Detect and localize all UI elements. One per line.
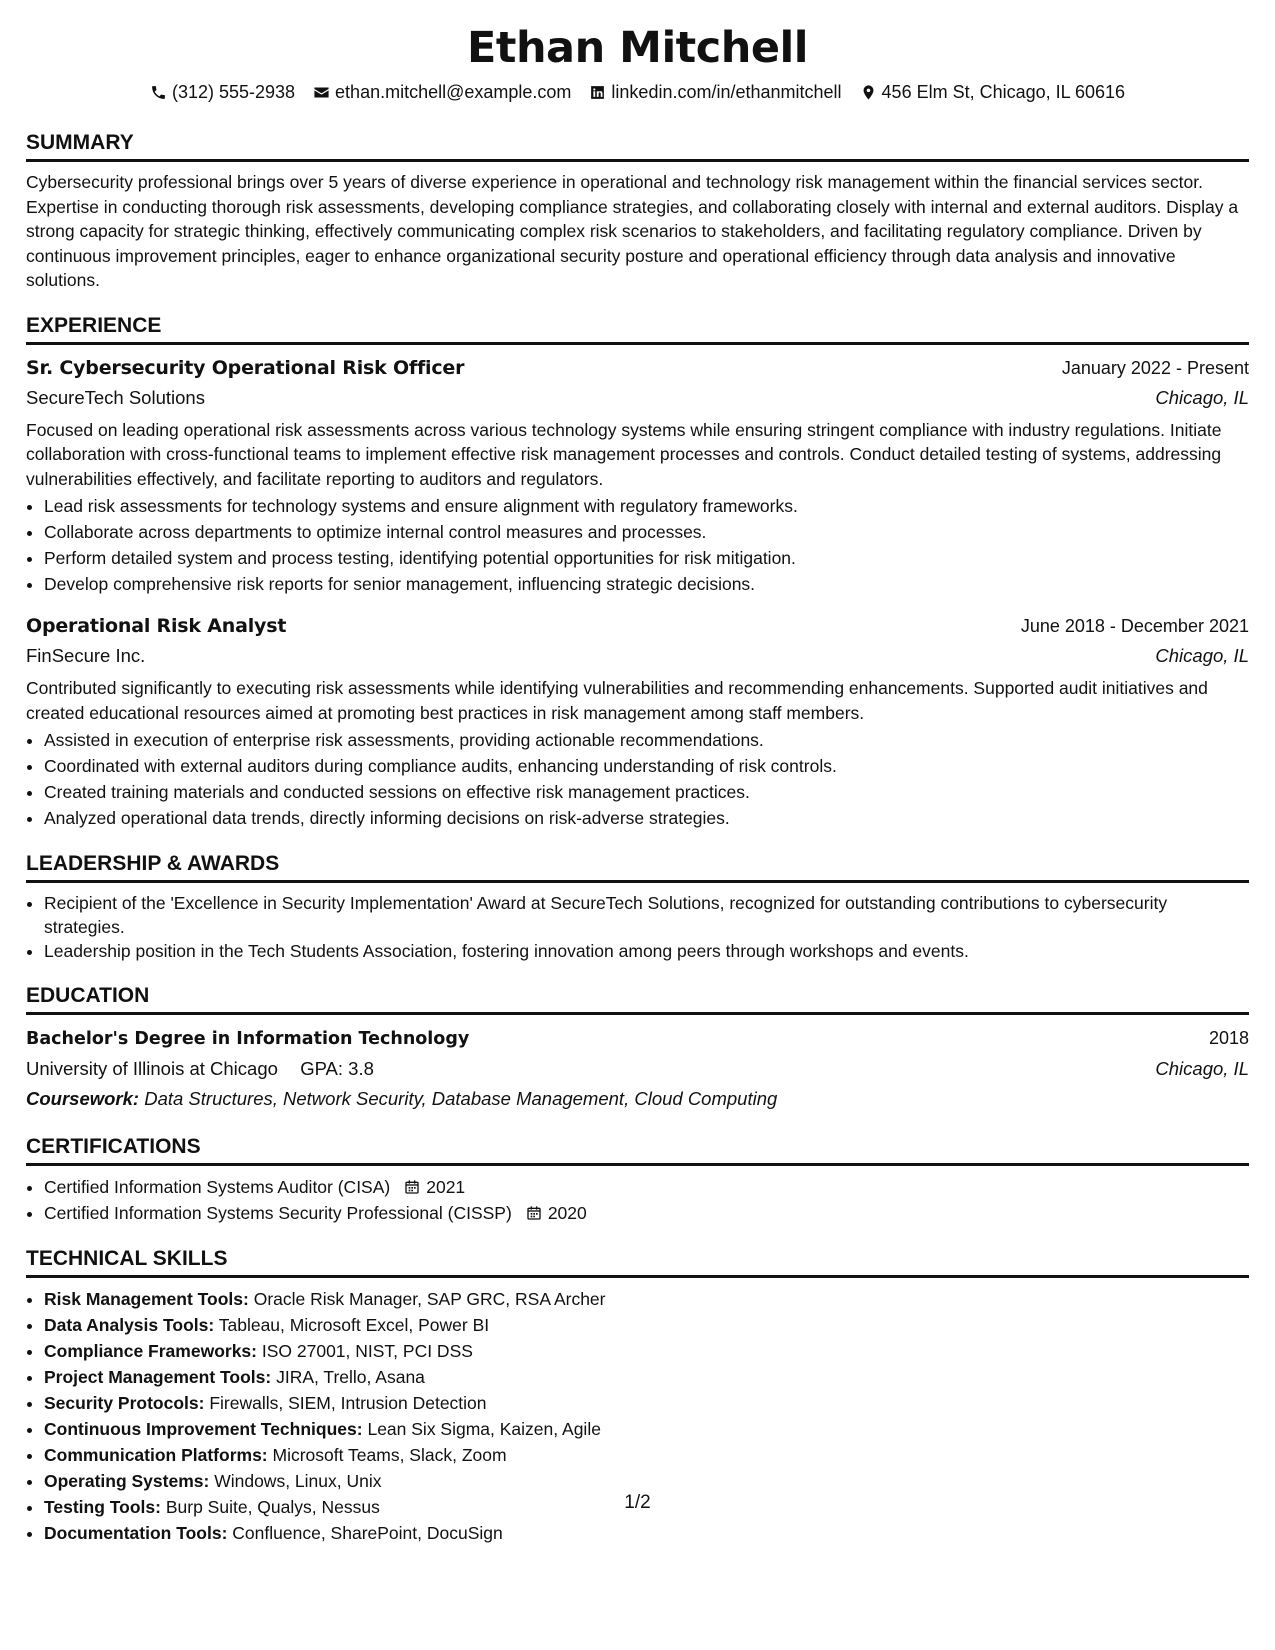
skill-item <box>44 1520 1249 1546</box>
list-item: • Created training materials and conducted sessions on effective risk management practices. <box>44 779 1249 805</box>
phone-text: (312) 555-2938 <box>171 82 296 102</box>
certification-name: • Certified Information Systems Auditor (CISA) <box>44 1177 391 1197</box>
certification-year: 2021 <box>426 1177 466 1197</box>
skill-item <box>44 1390 1249 1416</box>
phone-icon <box>150 84 167 101</box>
school-location: Chicago, IL <box>1155 1058 1249 1079</box>
skill-value: Oracle Risk Manager, SAP GRC, RSA Archer <box>253 1289 606 1309</box>
coursework-line <box>26 1084 1249 1114</box>
skill-label: Project Management Tools: <box>44 1367 272 1387</box>
skill-item <box>44 1364 1249 1390</box>
skill-item <box>44 1286 1249 1312</box>
skill-label: Communication Platforms: <box>44 1445 268 1465</box>
contact-phone <box>150 80 295 104</box>
skill-value: Windows, Linux, Unix <box>214 1471 382 1491</box>
certification-year: 2020 <box>547 1203 587 1223</box>
skill-label: Risk Management Tools: <box>44 1289 249 1309</box>
calendar-icon <box>404 1179 420 1195</box>
list-item <box>44 1200 1249 1226</box>
skill-label: Data Analysis Tools: <box>44 1315 215 1335</box>
list-item: • Leadership position in the Tech Students Association, fostering innovation among peers through workshops and events. <box>44 939 1249 963</box>
skill-value: Lean Six Sigma, Kaizen, Agile <box>367 1419 601 1439</box>
coursework-label: Coursework: <box>26 1088 140 1109</box>
job-description: Focused on leading operational risk assessments across various technology systems while ensuring stringent compliance with industry regulations. Initiate collaboration with cross-functional teams to implement effective risk management processes and controls. Conduct detailed testing of systems, addressing vulnerabilities effectively, and facilitate reporting to auditors and regulators. <box>26 419 1222 489</box>
list-item: • Collaborate across departments to optimize internal control measures and processes. <box>44 519 1249 545</box>
leadership-list <box>26 891 1249 963</box>
skills-heading: TECHNICAL SKILLS <box>26 1246 1249 1278</box>
skill-value: ISO 27001, NIST, PCI DSS <box>261 1341 473 1361</box>
skill-label: Documentation Tools: <box>44 1523 228 1543</box>
job-entry <box>26 353 1249 598</box>
list-item: • Coordinated with external auditors during compliance audits, enhancing understanding of risk controls. <box>44 753 1249 779</box>
email-text[interactable]: ethan.mitchell@example.com <box>335 82 572 102</box>
leadership-section <box>26 851 1249 963</box>
skill-label: Testing Tools: <box>44 1497 161 1517</box>
job-bullets <box>26 493 1249 597</box>
job-dates: January 2022 - Present <box>1061 357 1249 378</box>
job-entry <box>26 611 1249 831</box>
skill-item <box>44 1416 1249 1442</box>
summary-heading: SUMMARY <box>26 130 1249 162</box>
job-description: Contributed significantly to executing risk assessments while identifying vulnerabilities and recommending enhancements. Supported audit initiatives and created educational resources aimed at promoting best practices in risk management among staff members. <box>26 678 1208 723</box>
contact-linkedin[interactable] <box>589 80 841 104</box>
graduation-year: 2018 <box>1208 1028 1249 1048</box>
skill-item <box>44 1312 1249 1338</box>
map-pin-icon <box>860 84 877 101</box>
list-item: • Develop comprehensive risk reports for senior management, influencing strategic decisions. <box>44 571 1249 597</box>
skill-value: Firewalls, SIEM, Intrusion Detection <box>209 1393 487 1413</box>
list-item: • Recipient of the 'Excellence in Security Implementation' Award at SecureTech Solutions, recognized for outstanding contributions to cybersecurity strategies. <box>44 891 1249 939</box>
skill-label: Security Protocols: <box>44 1393 205 1413</box>
page-number: 1/2 <box>624 1492 651 1513</box>
coursework-text: Data Structures, Network Security, Database Management, Cloud Computing <box>144 1088 778 1109</box>
list-item: • Assisted in execution of enterprise risk assessments, providing actionable recommendations. <box>44 727 1249 753</box>
skill-value: Burp Suite, Qualys, Nessus <box>165 1497 380 1517</box>
contact-email[interactable] <box>313 80 571 104</box>
skill-item <box>44 1338 1249 1364</box>
contact-bar <box>26 80 1249 104</box>
skill-label: Operating Systems: <box>44 1471 210 1491</box>
skill-label: Continuous Improvement Techniques: <box>44 1419 363 1439</box>
list-item: • Perform detailed system and process testing, identifying potential opportunities for risk mitigation. <box>44 545 1249 571</box>
leadership-heading: LEADERSHIP & AWARDS <box>26 851 1249 883</box>
job-title: Sr. Cybersecurity Operational Risk Officer <box>26 356 465 379</box>
list-item: • Lead risk assessments for technology systems and ensure alignment with regulatory frameworks. <box>44 493 1249 519</box>
skill-label: Compliance Frameworks: <box>44 1341 257 1361</box>
candidate-name: Ethan Mitchell <box>467 23 808 73</box>
job-location: Chicago, IL <box>1155 386 1249 408</box>
certifications-heading: CERTIFICATIONS <box>26 1134 1249 1166</box>
list-item <box>44 1174 1249 1200</box>
degree-title: Bachelor's Degree in Information Technology <box>26 1029 470 1049</box>
certifications-section <box>26 1134 1249 1226</box>
contact-address <box>860 80 1125 104</box>
list-item: • Analyzed operational data trends, directly informing decisions on risk-adverse strategies. <box>44 805 1249 831</box>
job-title: Operational Risk Analyst <box>26 615 287 637</box>
summary-section <box>26 130 1249 293</box>
skill-value: JIRA, Trello, Asana <box>276 1367 425 1387</box>
job-dates: June 2018 - December 2021 <box>1020 616 1249 636</box>
certification-name: • Certified Information Systems Security Professional (CISSP) <box>44 1203 512 1223</box>
envelope-icon <box>313 84 330 101</box>
skill-value: Microsoft Teams, Slack, Zoom <box>272 1445 507 1465</box>
job-bullets <box>26 727 1249 831</box>
summary-text: Cybersecurity professional brings over 5 years of diverse experience in operational and technology risk management within the financial services sector. Expertise in conducting thorough risk assessments, developing compliance strategies, and collaborating closely with internal and external auditors. Display a strong capacity for strategic thinking, effectively communicating complex risk scenarios to stakeholders, and facilitating regulatory compliance. Driven by continuous improvement principles, eager to enhance organizational security posture and operational efficiency through data analysis and innovative solutions. <box>26 172 1239 290</box>
certifications-list <box>26 1174 1249 1226</box>
skill-item <box>44 1442 1249 1468</box>
company-name: SecureTech Solutions <box>26 386 205 408</box>
gpa-text: GPA: 3.8 <box>300 1058 374 1079</box>
school-line <box>26 1054 374 1084</box>
calendar-icon <box>526 1205 542 1221</box>
linkedin-icon <box>589 84 606 101</box>
skill-value: Confluence, SharePoint, DocuSign <box>232 1523 503 1543</box>
address-text: 456 Elm St, Chicago, IL 60616 <box>881 82 1126 102</box>
company-name: FinSecure Inc. <box>26 645 146 666</box>
skill-value: Tableau, Microsoft Excel, Power BI <box>218 1315 490 1335</box>
job-location: Chicago, IL <box>1155 645 1249 666</box>
education-heading: EDUCATION <box>26 983 1249 1015</box>
linkedin-text[interactable]: linkedin.com/in/ethanmitchell <box>611 82 842 102</box>
experience-heading: EXPERIENCE <box>26 313 1249 345</box>
experience-section <box>26 313 1249 832</box>
school-name: University of Illinois at Chicago <box>26 1058 278 1079</box>
skill-item <box>44 1468 1249 1494</box>
education-section <box>26 983 1249 1114</box>
